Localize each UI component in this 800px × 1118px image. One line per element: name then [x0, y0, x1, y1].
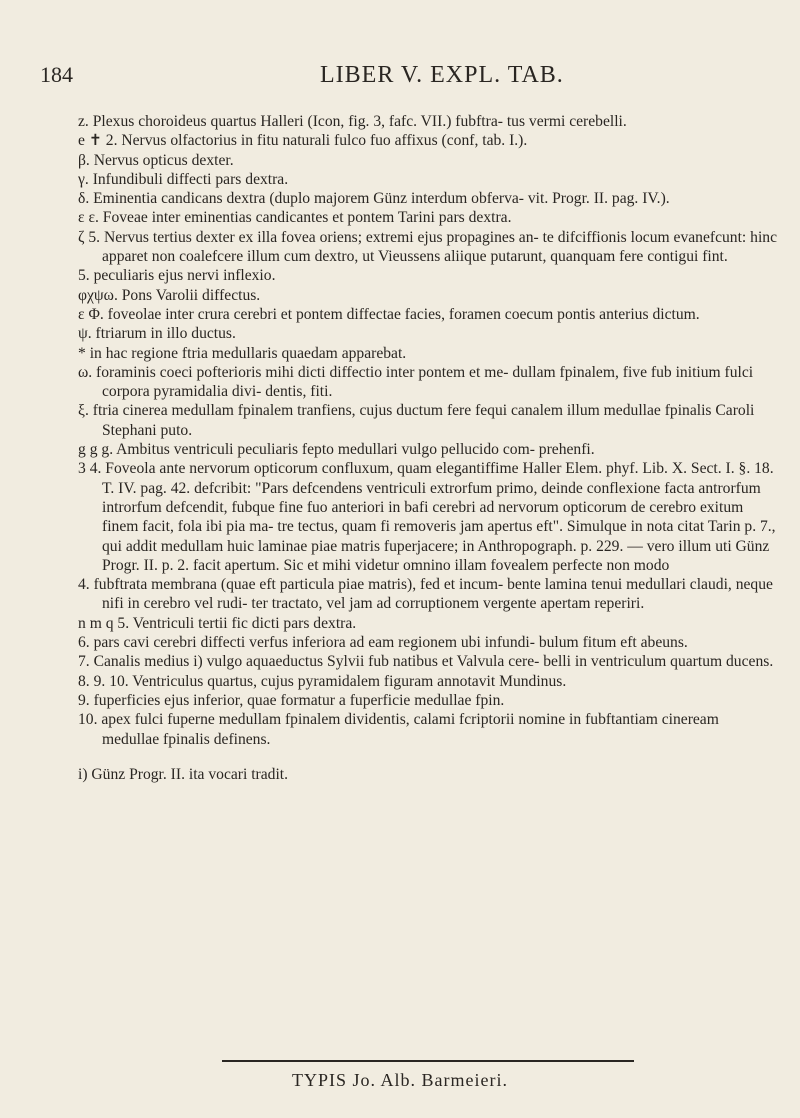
- entry: 6. pars cavi cerebri diffecti verfus inferiora ad eam regionem ubi infundi- bulum fitum eft abeuns.: [78, 634, 688, 652]
- printer-imprint: TYPIS Jo. Alb. Barmeieri.: [292, 1070, 508, 1090]
- entry: δ. Eminentia candicans dextra (duplo majorem Günz interdum obferva- vit. Progr. II. pag. IV.).: [78, 190, 670, 208]
- entry: φχψω. Pons Varolii diffectus.: [78, 286, 261, 304]
- entry: 10. apex fulci fuperne medullam fpinalem dividentis, calami fcriptorii nomine in fubftantiam cineream medullae fpinalis definens.: [78, 711, 719, 748]
- entry: 9. fuperficies ejus inferior, quae formatur a fuperficie medullae fpin.: [78, 691, 505, 709]
- entry: ζ 5. Nervus tertius dexter ex illa fovea oriens; extremi ejus propagines an- te difciffionis locum evanefcunt: hinc apparet non coalefcere illum cum dextro, ut Vieussens aliique putarunt, quanquam fere contigui fint.: [78, 228, 778, 266]
- entry: * in hac regione ftria medullaris quaedam apparebat.: [78, 344, 407, 362]
- entry: n m q 5. Ventriculi tertii fic dicti pars dextra.: [78, 614, 357, 632]
- entry: γ. Infundibuli diffecti pars dextra.: [78, 170, 289, 188]
- entry: 7. Canalis medius i) vulgo aquaeductus Sylvii fub natibus et Valvula cere- belli in ventriculum quartum ducens.: [78, 653, 774, 671]
- page-number: 184: [40, 62, 73, 87]
- entry: 5. peculiaris ejus nervi inflexio.: [78, 267, 276, 285]
- entry: ξ. ftria cinerea medullam fpinalem tranfiens, cujus ductum fere fequi canalem illum medullae fpinalis Caroli Stephani puto.: [78, 402, 755, 439]
- entry: e ✝ 2. Nervus olfactorius in fitu naturali fulco fuo affixus (conf, tab. I.).: [78, 132, 528, 150]
- entry: g g g. Ambitus ventriculi peculiaris fepto medullari vulgo pellucido com- prehenfi.: [78, 441, 595, 459]
- footnote: i) Günz Progr. II. ita vocari tradit.: [78, 765, 289, 783]
- entry: 8. 9. 10. Ventriculus quartus, cujus pyramidalem figuram annotavit Mundinus.: [78, 672, 567, 690]
- entry: z. Plexus choroideus quartus Halleri (Icon, fig. 3, fafc. VII.) fubftra- tus vermi cerebelli.: [78, 113, 627, 130]
- entry: 4. fubftrata membrana (quae eft particula piae matris), fed et incum- bente lamina tenui medullari claudi, neque nifi in cerebro vel rudi- ter tractato, vel jam ad corruptionem vergente apertam reperiri.: [78, 576, 773, 613]
- entry: ω. foraminis coeci pofterioris mihi dicti diffectio inter pontem et me- dullam fpinalem, five fub initium fulci corpora pyramidalia divi- dentis, fiti.: [78, 363, 754, 401]
- entry: β. Nervus opticus dexter.: [78, 151, 234, 169]
- entry: 3 4. Foveola ante nervorum opticorum confluxum, quam elegantiffime Haller Elem. phyf. Lib. X. Sect. I. §. 18. T. IV. pag. 42. defcribit: "Pars defcendens ventriculi extrorfum primo, deinde conflexione facta antrorfum introrfum defcendit, fubque fine fuo anteriori in bafi cerebri ad nervorum opticorum de cerebro exitum finem facit, fola ibi pia ma- tre tectus, quam fi removeris jam apertus eft". Simulque in nota citat Tarin p. 7., qui addit medullam huic laminae piae matris fuperjacere; in Anthropograph. p. 229. — vero illum uti Günz Progr. II. p. 2. facit apertum. Sic et mihi videtur omnino illam fovealem perfecte non modo: [78, 460, 776, 574]
- running-title: LIBER V. EXPL. TAB.: [320, 62, 564, 88]
- entry: ε ε. Foveae inter eminentias candicantes et pontem Tarini pars dextra.: [78, 209, 512, 227]
- entry: ε Φ. foveolae inter crura cerebri et pontem diffectae facies, foramen coecum pontis anterius dictum.: [78, 305, 700, 323]
- footer-rule: [222, 1060, 634, 1062]
- entry: ψ. ftriarum in illo ductus.: [78, 325, 236, 343]
- page-header: [40, 62, 760, 98]
- body-text: [78, 112, 778, 784]
